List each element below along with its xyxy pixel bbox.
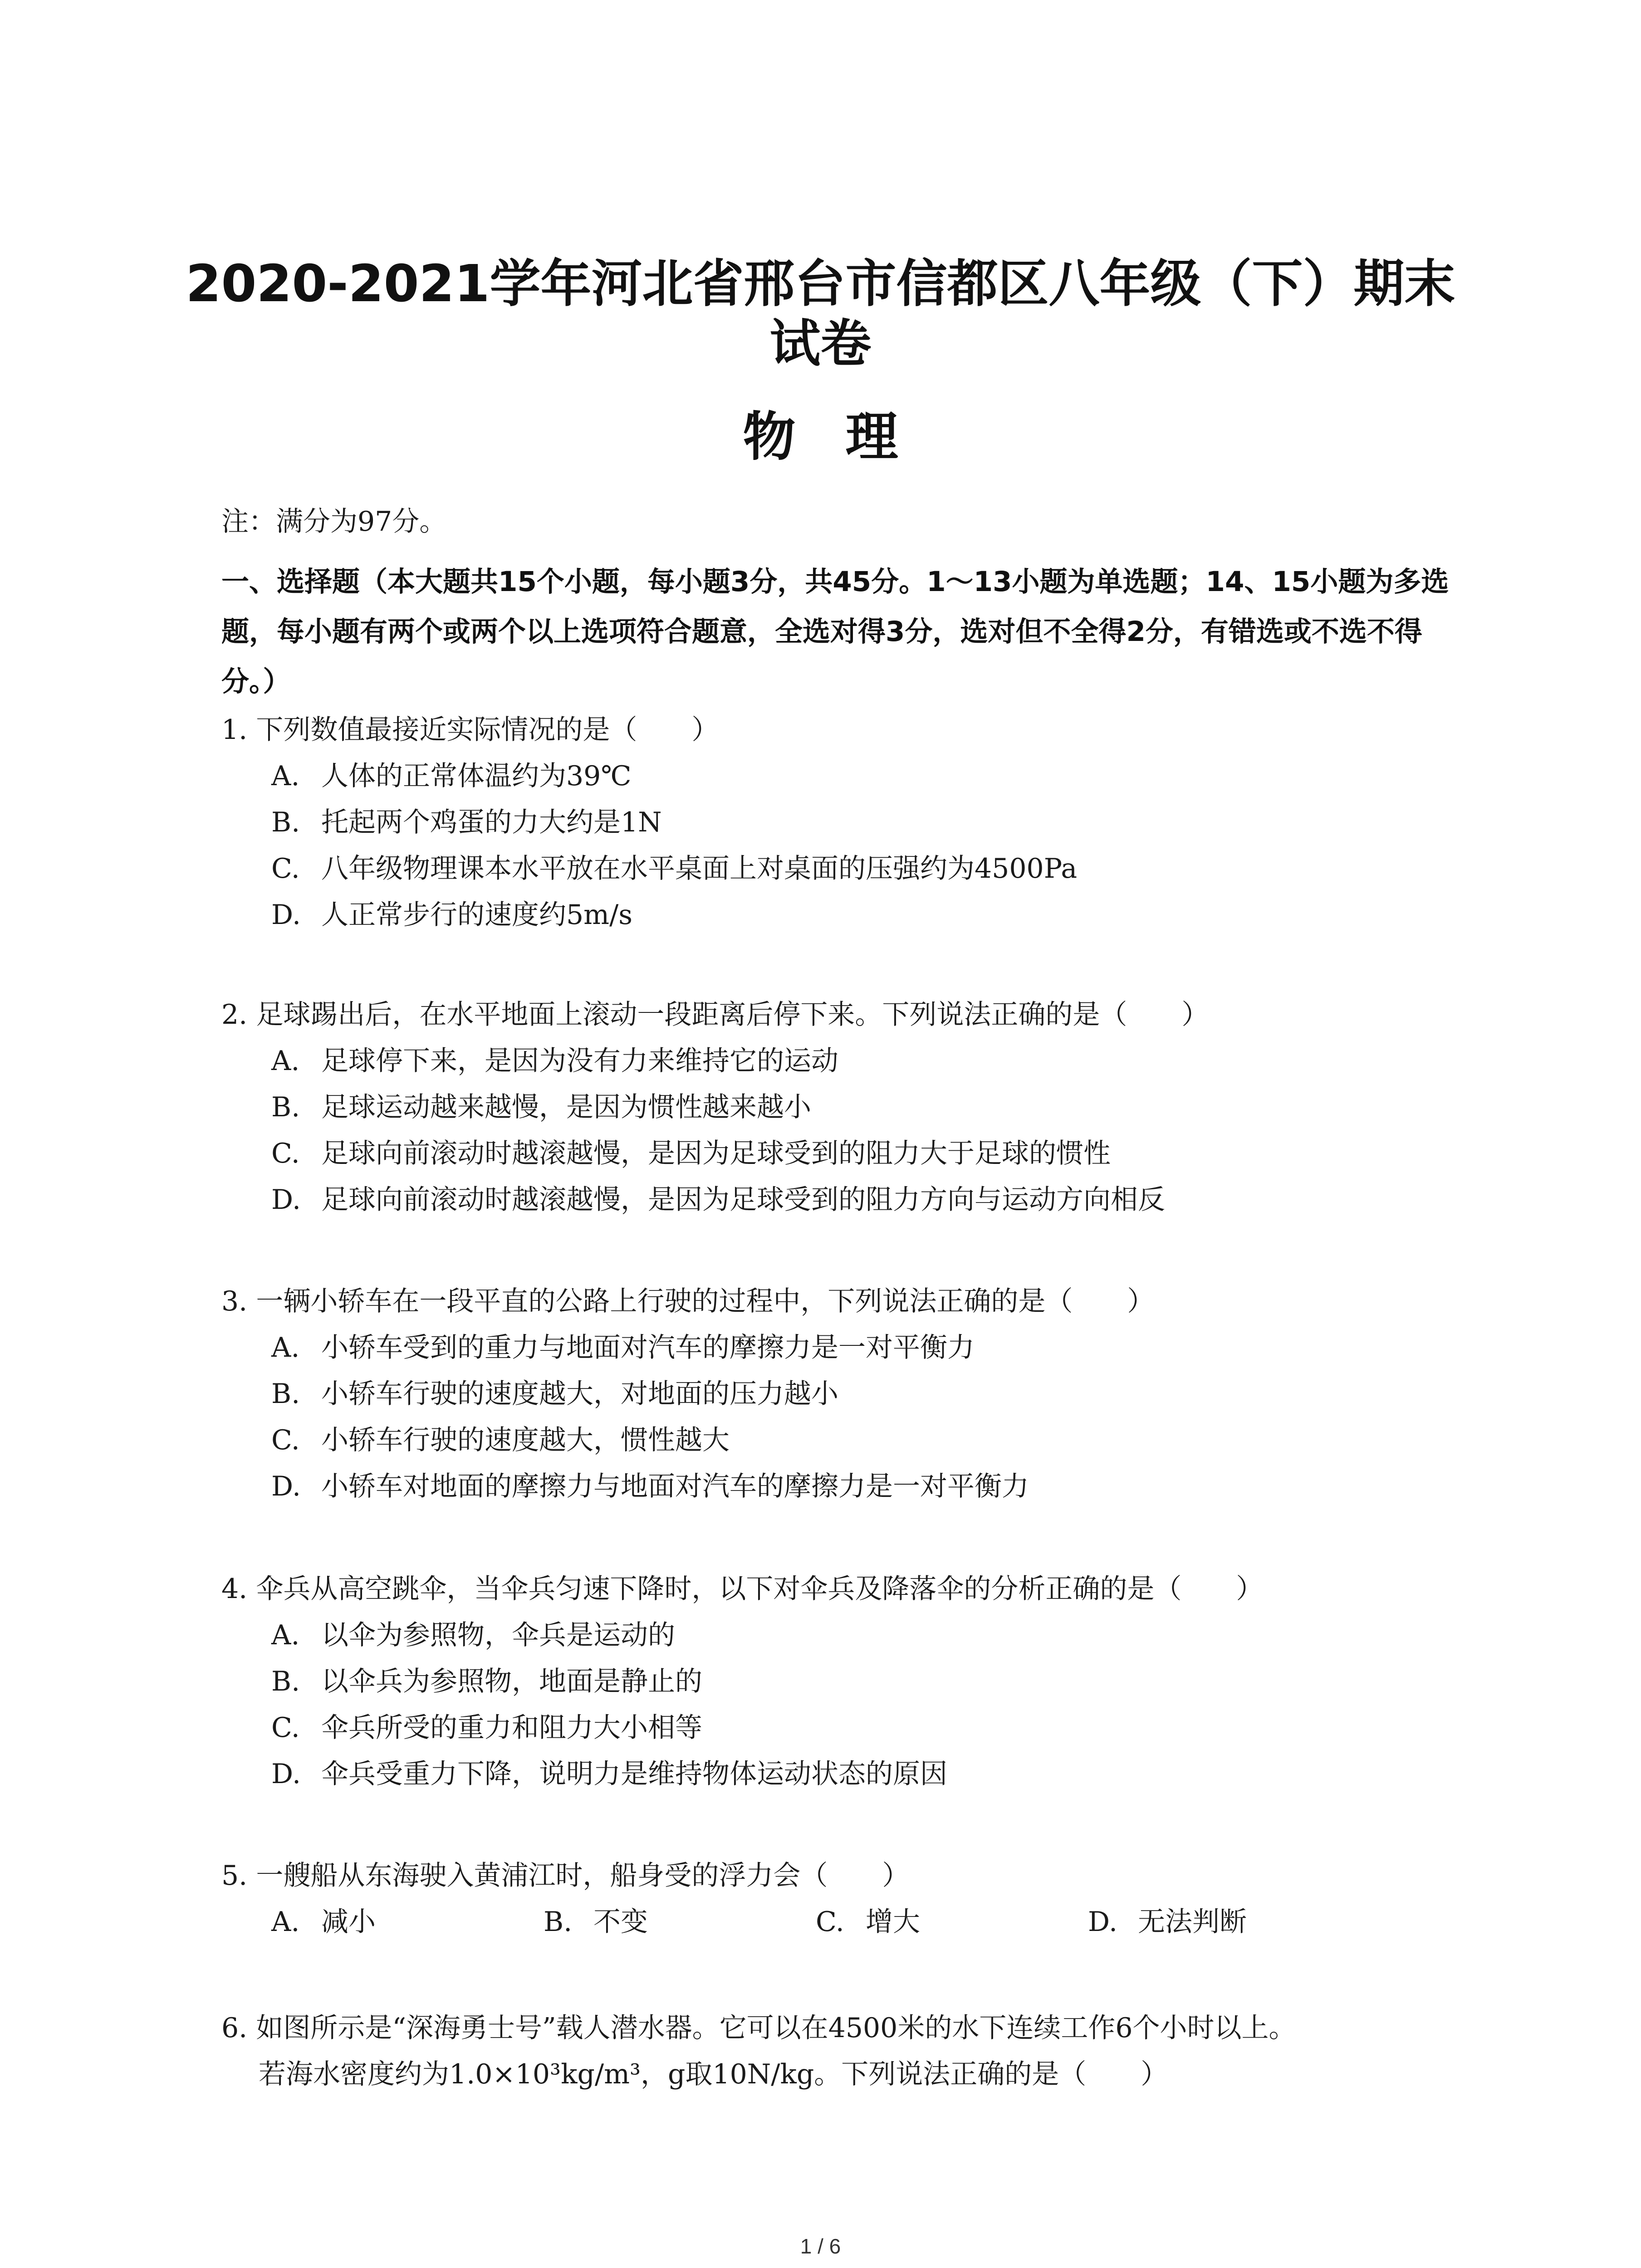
question-stem: 3. 一辆小轿车在一段平直的公路上行驶的过程中，下列说法正确的是（ ） <box>221 1286 1155 1317</box>
option <box>544 1899 816 1945</box>
question-6 <box>221 2005 1474 2097</box>
option <box>221 1038 1474 1084</box>
question-stem-continued: 若海水密度约为1.0×10³kg/m³，g取10N/kg。下列说法正确的是（ ） <box>259 2058 1168 2090</box>
option-letter: D. <box>271 1471 301 1502</box>
page-number: 1 / 6 <box>800 2234 841 2258</box>
score-note: 注：满分为97分。 <box>221 506 447 538</box>
exam-title-line1: 2020-2021学年河北省邢台市信都区八年级（下）期末 <box>186 254 1455 313</box>
option-text: 人体的正常体温约为39℃ <box>321 760 632 792</box>
option-letter: A. <box>271 760 300 792</box>
option <box>221 1177 1474 1223</box>
option-text: 以伞为参照物，伞兵是运动的 <box>321 1619 675 1651</box>
question-4 <box>221 1566 1474 1797</box>
option <box>221 1612 1474 1658</box>
option-letter: B. <box>544 1906 573 1938</box>
option-text: 以伞兵为参照物，地面是静止的 <box>321 1666 702 1697</box>
option-text: 增大 <box>866 1906 920 1938</box>
option-letter: C. <box>271 853 300 885</box>
option-text: 不变 <box>593 1906 648 1938</box>
question-1 <box>221 707 1474 938</box>
option <box>221 846 1474 892</box>
question-stem: 2. 足球踢出后，在水平地面上滚动一段距离后停下来。下列说法正确的是（ ） <box>221 999 1209 1031</box>
option-text: 伞兵受重力下降，说明力是维持物体运动状态的原因 <box>321 1758 947 1790</box>
option-letter: B. <box>271 1666 300 1697</box>
option <box>1088 1899 1360 1945</box>
option <box>221 1130 1474 1177</box>
option <box>221 1463 1474 1510</box>
question-5 <box>221 1853 1474 1945</box>
option <box>221 1658 1474 1705</box>
option-letter: D. <box>1088 1906 1118 1938</box>
option-letter: B. <box>271 1091 300 1123</box>
question-3 <box>221 1278 1474 1510</box>
exam-title-line2: 试卷 <box>769 314 872 373</box>
option <box>221 1751 1474 1797</box>
option <box>271 1899 544 1945</box>
option <box>221 1084 1474 1130</box>
option-letter: A. <box>271 1045 300 1077</box>
option-letter: A. <box>271 1332 300 1364</box>
option-text: 足球向前滚动时越滚越慢，是因为足球受到的阻力大于足球的惯性 <box>321 1138 1111 1169</box>
option <box>816 1899 1088 1945</box>
option-letter: B. <box>271 807 300 838</box>
option <box>221 1417 1474 1463</box>
option <box>221 1705 1474 1751</box>
question-2 <box>221 992 1474 1223</box>
option-letter: A. <box>271 1906 300 1938</box>
option-letter: C. <box>271 1712 300 1744</box>
section-header: 一、选择题（本大题共15个小题，每小题3分，共45分。1～13小题为单选题；14、15小题为多选题，每小题有两个或两个以上选项符合题意，全选对得3分，选对但不全得2分，有错选或不选不得分。） <box>221 566 1449 698</box>
option <box>221 799 1474 846</box>
option-text: 小轿车行驶的速度越大，惯性越大 <box>321 1424 730 1456</box>
option-row <box>221 1899 1474 1945</box>
question-stem: 1. 下列数值最接近实际情况的是（ ） <box>221 714 719 746</box>
option-text: 伞兵所受的重力和阻力大小相等 <box>321 1712 702 1744</box>
option-letter: A. <box>271 1619 300 1651</box>
option-text: 减小 <box>321 1906 376 1938</box>
option-text: 小轿车行驶的速度越大，对地面的压力越小 <box>321 1378 838 1410</box>
exam-title <box>136 254 1505 374</box>
option-letter: B. <box>271 1378 300 1410</box>
option <box>221 1325 1474 1371</box>
question-stem: 5. 一艘船从东海驶入黄浦江时，船身受的浮力会（ ） <box>221 1860 910 1892</box>
option-text: 人正常步行的速度约5m/s <box>321 899 633 931</box>
option-letter: C. <box>271 1138 300 1169</box>
subject-heading: 物理 <box>743 406 948 468</box>
option-text: 足球停下来，是因为没有力来维持它的运动 <box>321 1045 838 1077</box>
option-text: 小轿车受到的重力与地面对汽车的摩擦力是一对平衡力 <box>321 1332 975 1364</box>
option-text: 无法判断 <box>1138 1906 1247 1938</box>
option-text: 足球向前滚动时越滚越慢，是因为足球受到的阻力方向与运动方向相反 <box>321 1184 1165 1216</box>
option-text: 八年级物理课本水平放在水平桌面上对桌面的压强约为4500Pa <box>321 853 1078 885</box>
option-letter: D. <box>271 1184 301 1216</box>
option-text: 足球运动越来越慢，是因为惯性越来越小 <box>321 1091 811 1123</box>
option <box>221 892 1474 938</box>
question-stem: 6. 如图所示是“深海勇士号”载人潜水器。它可以在4500米的水下连续工作6个小时以上。 <box>221 2012 1296 2044</box>
option <box>221 1371 1474 1417</box>
option-letter: D. <box>271 899 301 931</box>
option-text: 小轿车对地面的摩擦力与地面对汽车的摩擦力是一对平衡力 <box>321 1471 1029 1502</box>
option-text: 托起两个鸡蛋的力大约是1N <box>321 807 662 838</box>
option-letter: C. <box>271 1424 300 1456</box>
option-letter: C. <box>816 1906 844 1938</box>
option <box>221 753 1474 799</box>
question-stem: 4. 伞兵从高空跳伞，当伞兵匀速下降时，以下对伞兵及降落伞的分析正确的是（ ） <box>221 1573 1264 1605</box>
option-letter: D. <box>271 1758 301 1790</box>
